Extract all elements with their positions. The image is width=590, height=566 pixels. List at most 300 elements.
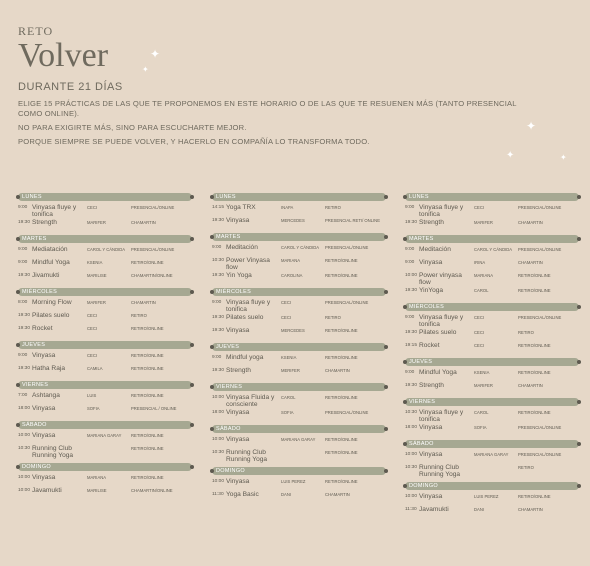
class-teacher: INAPA <box>281 205 294 210</box>
class-place: PRESENCIAL/ONLINE <box>518 247 562 252</box>
class-time: 9:00 <box>18 205 28 210</box>
class-name: Vinyasa <box>226 436 250 443</box>
class-row <box>405 493 579 505</box>
day-header <box>18 235 192 243</box>
class-place: CHAMARTIN <box>131 220 156 225</box>
class-row <box>18 352 192 364</box>
class-teacher: CECI <box>281 315 292 320</box>
sparkle-icon: ✦ <box>560 153 567 162</box>
class-place: RETIRO/ONLINE <box>518 494 551 499</box>
class-time: 18:00 <box>18 406 31 411</box>
class-row <box>212 272 386 284</box>
class-row <box>18 312 192 324</box>
class-teacher: MARIANA <box>281 258 301 263</box>
class-row <box>405 506 579 518</box>
class-time: 10:30 <box>18 446 31 451</box>
schedule-column-3 <box>405 189 579 519</box>
class-teacher: MARIFER <box>87 300 106 305</box>
day-label: JUEVES <box>216 344 240 350</box>
class-name: Power vinyasa flow <box>419 272 462 286</box>
class-place: RETIRO/ONLINE <box>325 479 358 484</box>
class-place: RETIRO/ONLINE <box>131 353 164 358</box>
class-row <box>18 405 192 417</box>
class-name: Meditación <box>226 244 258 251</box>
class-row <box>212 204 386 216</box>
class-teacher: CECI <box>87 313 98 318</box>
class-time: 10:00 <box>212 437 225 442</box>
day-header <box>405 235 579 243</box>
class-teacher: CECI <box>87 353 98 358</box>
day-label: MIÉRCOLES <box>409 304 445 310</box>
class-time: 19:30 <box>212 315 225 320</box>
class-row <box>405 464 579 478</box>
page-title: Volver <box>18 37 109 74</box>
day-header <box>405 482 579 490</box>
class-teacher: IRINA <box>474 260 486 265</box>
class-place: CHAMARTIN/ONLINE <box>131 273 173 278</box>
class-name: Mediatación <box>32 246 68 253</box>
class-row <box>18 246 192 258</box>
class-place: PRESENCIAL/ONLINE <box>518 425 562 430</box>
day-header <box>405 358 579 366</box>
class-name: Vinyasa <box>32 352 56 359</box>
class-teacher: CECI <box>474 205 485 210</box>
day-label: MARTES <box>409 236 434 242</box>
class-place: CHAMARTIN <box>131 300 156 305</box>
class-time: 7:00 <box>18 393 28 398</box>
class-name: Javamukti <box>32 487 62 494</box>
class-place: RETIRO/ONLINE <box>131 475 164 480</box>
class-teacher <box>87 445 131 446</box>
day-label: MIÉRCOLES <box>216 289 252 295</box>
class-teacher: MARIANA <box>87 475 107 480</box>
subtitle: DURANTE 21 DÍAS <box>18 81 123 93</box>
class-time: 19:30 <box>405 220 418 225</box>
class-name: Jivamukti <box>32 272 60 279</box>
class-place: CHAMARTIN <box>518 383 543 388</box>
intro-line-3: PORQUE SIEMPRE SE PUEDE VOLVER, Y HACERLO EN COMPAÑÍA LO TRANSFORMA TODO. <box>18 137 370 146</box>
class-time: 19:30 <box>18 366 31 371</box>
class-time: 9:00 <box>212 300 222 305</box>
day-header <box>18 193 192 201</box>
class-name: Vinyasa fluye y tonifica <box>419 204 464 218</box>
day-label: LUNES <box>409 194 429 200</box>
sparkle-icon: ✦ <box>142 65 149 74</box>
class-place: PRESENCIAL / ONLINE <box>131 406 177 411</box>
class-name: Vinyasa <box>419 259 443 266</box>
class-place: CHAMARTIN <box>518 260 543 265</box>
class-teacher: CAMILA <box>87 366 103 371</box>
day-label: SÁBADO <box>409 441 434 447</box>
day-header <box>212 467 386 475</box>
class-place: RETIRO/ONLINE <box>518 343 551 348</box>
sparkle-icon: ✦ <box>150 47 161 61</box>
day-header <box>212 425 386 433</box>
class-teacher: LUIS <box>87 393 97 398</box>
class-place: RETIRO/ONLINE <box>325 450 358 455</box>
class-row <box>18 392 192 404</box>
class-row <box>405 259 579 271</box>
class-time: 10:00 <box>18 475 31 480</box>
class-time: 19:30 <box>212 218 225 223</box>
class-place: PRESENCIAL RETI/ ONLINE <box>325 218 380 223</box>
class-name: Mindful Yoga <box>32 259 70 266</box>
class-name: Vinyasa <box>419 451 443 458</box>
day-header <box>18 421 192 429</box>
class-row <box>212 217 386 229</box>
class-name: YinYoga <box>419 287 444 294</box>
class-teacher: MERCEDES <box>281 328 305 333</box>
class-row <box>212 257 386 271</box>
class-time: 10:30 <box>212 258 225 263</box>
class-place: RETIRO/ONLINE <box>518 288 551 293</box>
class-row <box>18 219 192 231</box>
class-name: Vinyasa <box>226 327 250 334</box>
class-row <box>212 327 386 339</box>
class-row <box>18 299 192 311</box>
class-teacher: MARIFER <box>87 220 106 225</box>
class-name: Pilates suelo <box>32 312 70 319</box>
day-label: MARTES <box>216 234 241 240</box>
class-teacher: MARIANA GARAY <box>474 452 509 457</box>
class-name: Vinyasa fluye y tonifica <box>226 299 271 313</box>
class-time: 9:00 <box>405 370 415 375</box>
class-teacher: KSENIA <box>87 260 103 265</box>
class-row <box>405 204 579 218</box>
class-name: Vinyasa <box>32 405 56 412</box>
class-name: Pilates suelo <box>419 329 457 336</box>
class-teacher: LUIS PEREZ <box>474 494 499 499</box>
day-label: DOMINGO <box>22 464 51 470</box>
class-row <box>212 314 386 326</box>
class-row <box>405 451 579 463</box>
class-teacher: MARILISE <box>87 273 107 278</box>
day-header <box>18 341 192 349</box>
day-label: SÁBADO <box>216 426 241 432</box>
class-time: 9:00 <box>405 315 415 320</box>
class-time: 19:30 <box>405 288 418 293</box>
class-teacher: MARIANA <box>474 273 494 278</box>
class-time: 18:00 <box>405 425 418 430</box>
class-teacher: SOFIA <box>281 410 294 415</box>
class-name: Running Club Running Yoga <box>419 464 461 478</box>
day-label: VIERNES <box>22 382 49 388</box>
class-time: 9:00 <box>18 260 28 265</box>
class-time: 10:30 <box>405 465 418 470</box>
class-name: Running Club Running Yoga <box>32 445 74 459</box>
class-teacher: CAROL <box>474 288 489 293</box>
class-place: PRESENCIAL/ONLINE <box>325 300 369 305</box>
day-header <box>18 288 192 296</box>
class-name: Running Club Running Yoga <box>226 449 268 463</box>
day-header <box>405 398 579 406</box>
class-teacher: DANI <box>281 492 292 497</box>
class-row <box>18 487 192 499</box>
class-row <box>405 409 579 423</box>
class-time: 10:00 <box>405 273 418 278</box>
day-label: VIERNES <box>216 384 243 390</box>
class-name: Javamukti <box>419 506 449 513</box>
class-row <box>18 259 192 271</box>
class-name: Power Vinyasa flow <box>226 257 270 271</box>
class-teacher: CAROL <box>281 395 296 400</box>
class-place: RETIRO <box>325 315 341 320</box>
day-header <box>212 343 386 351</box>
class-place: RETIRO/ONLINE <box>518 273 551 278</box>
class-row <box>405 424 579 436</box>
class-place: RETIRO <box>325 205 341 210</box>
class-time: 10:00 <box>405 494 418 499</box>
class-time: 11:30 <box>405 507 417 512</box>
class-time: 10:00 <box>18 488 31 493</box>
class-time: 10:00 <box>212 395 225 400</box>
class-name: Yoga TRX <box>226 204 256 211</box>
class-teacher: CAROL Y CÁNDIDA <box>474 247 513 252</box>
class-name: Mindful Yoga <box>419 369 457 376</box>
class-name: Rocket <box>419 342 440 349</box>
class-name: Meditación <box>419 246 451 253</box>
class-time: 8:00 <box>18 300 28 305</box>
class-row <box>212 394 386 408</box>
class-teacher: CECI <box>87 205 98 210</box>
class-teacher: LUIS PEREZ <box>281 479 306 484</box>
class-time: 19:30 <box>212 273 225 278</box>
class-time: 19:30 <box>18 326 31 331</box>
class-row <box>18 365 192 377</box>
class-name: Strength <box>226 367 251 374</box>
class-row <box>405 219 579 231</box>
class-time: 10:00 <box>405 452 418 457</box>
day-label: VIERNES <box>409 399 436 405</box>
class-row <box>212 299 386 313</box>
class-name: Vinyasa fluye y tonifica <box>419 409 464 423</box>
day-header <box>212 193 386 201</box>
class-place: RETIRO/ONLINE <box>131 366 164 371</box>
class-time: 9:00 <box>405 247 415 252</box>
day-label: JUEVES <box>22 342 46 348</box>
class-teacher: CECI <box>281 300 292 305</box>
class-teacher: CAROL <box>474 410 489 415</box>
class-teacher: SOFIA <box>87 406 100 411</box>
class-name: Yoga Basic <box>226 491 259 498</box>
class-row <box>212 354 386 366</box>
class-row <box>18 445 192 459</box>
day-label: MARTES <box>22 236 47 242</box>
class-row <box>405 246 579 258</box>
class-teacher: CAROL Y CÁNDIDA <box>87 247 126 252</box>
class-time: 10:00 <box>212 479 225 484</box>
class-time: 9:00 <box>18 247 28 252</box>
class-time: 10:00 <box>18 433 31 438</box>
class-name: Hatha Raja <box>32 365 65 372</box>
class-name: Vinyasa <box>32 474 56 481</box>
schedule-column-2 <box>212 189 386 504</box>
day-label: MIÉRCOLES <box>22 289 58 295</box>
class-teacher: CECI <box>474 343 485 348</box>
class-name: Vinyasa <box>226 478 250 485</box>
class-time: 19:30 <box>405 330 418 335</box>
class-place: CHAMARTIN <box>518 507 543 512</box>
sparkle-icon: ✦ <box>526 119 537 133</box>
class-teacher: KSENIA <box>474 370 490 375</box>
class-row <box>405 342 579 354</box>
class-teacher: KSENIA <box>281 355 297 360</box>
class-place: CHAMARTIN/ONLINE <box>131 488 173 493</box>
class-place: RETIRO <box>131 313 147 318</box>
reto-label: RETO <box>18 24 54 38</box>
class-name: Mindful yoga <box>226 354 264 361</box>
class-place: RETIRO <box>518 465 534 470</box>
day-label: LUNES <box>22 194 42 200</box>
class-row <box>212 449 386 463</box>
class-teacher: SOFIA <box>474 425 487 430</box>
class-place: PRESENCIAL/ONLINE <box>325 410 369 415</box>
class-row <box>212 478 386 490</box>
class-teacher: CECI <box>474 330 485 335</box>
class-place: PRESENCIAL/ONLINE <box>131 205 175 210</box>
class-time: 9:00 <box>405 205 415 210</box>
class-name: Strength <box>419 219 444 226</box>
class-time: 14:15 <box>212 205 225 210</box>
class-name: Morning Flow <box>32 299 72 306</box>
class-time: 19:30 <box>18 220 31 225</box>
class-teacher: MARIANA GARAY <box>281 437 316 442</box>
class-place: RETIRO/ONLINE <box>325 355 358 360</box>
class-name: Vinyasa <box>32 432 56 439</box>
class-teacher: DANI <box>474 507 485 512</box>
day-header <box>18 463 192 471</box>
class-place: RETIRO/ONLINE <box>325 258 358 263</box>
class-row <box>212 436 386 448</box>
class-name: Vinyasa <box>226 409 250 416</box>
day-label: DOMINGO <box>409 483 438 489</box>
class-row <box>405 382 579 394</box>
class-row <box>18 204 192 218</box>
class-row <box>405 329 579 341</box>
class-row <box>212 409 386 421</box>
class-place: PRESENCIAL/ONLINE <box>131 247 175 252</box>
class-row <box>405 314 579 328</box>
class-teacher: CAROLINA <box>281 273 303 278</box>
class-place: RETIRO/ONLINE <box>131 260 164 265</box>
class-place: RETIRO/ONLINE <box>131 433 164 438</box>
class-place: RETIRO <box>518 330 534 335</box>
class-teacher: MARIFER <box>474 383 493 388</box>
class-place: CHAMARTIN <box>325 492 350 497</box>
class-name: Pilates suelo <box>226 314 264 321</box>
class-place: RETIRO/ONLINE <box>325 437 358 442</box>
class-time: 9:00 <box>212 245 222 250</box>
class-teacher: CECI <box>87 326 98 331</box>
day-header <box>212 288 386 296</box>
day-label: SÁBADO <box>22 422 47 428</box>
class-teacher: MARILISE <box>87 488 107 493</box>
day-label: LUNES <box>216 194 236 200</box>
class-time: 10:30 <box>405 410 418 415</box>
class-name: Vinyasa Fluida y consciente <box>226 394 275 408</box>
intro-line-2: NO PARA EXIGIRTE MÁS, SINO PARA ESCUCHARTE MEJOR. <box>18 123 247 132</box>
class-row <box>18 325 192 337</box>
class-row <box>18 272 192 284</box>
class-row <box>405 369 579 381</box>
class-time: 19:30 <box>18 273 31 278</box>
class-place: CHAMARTIN <box>325 368 350 373</box>
class-name: Vinyasa <box>419 424 443 431</box>
class-place: RETIRO/ONLINE <box>131 446 164 451</box>
day-header <box>405 303 579 311</box>
class-row <box>212 244 386 256</box>
class-place: RETIRO/ONLINE <box>325 328 358 333</box>
class-place: CHAMARTIN <box>518 220 543 225</box>
day-header <box>405 440 579 448</box>
day-header <box>18 381 192 389</box>
class-name: Rocket <box>32 325 53 332</box>
day-header <box>212 383 386 391</box>
class-name: Vinyasa fluye y tonifica <box>419 314 464 328</box>
sparkle-icon: ✦ <box>506 150 515 161</box>
class-time: 19:30 <box>212 328 225 333</box>
class-place: RETIRO/ONLINE <box>518 370 551 375</box>
day-header <box>405 193 579 201</box>
class-name: Vinyasa <box>226 217 250 224</box>
class-teacher: MARIFER <box>474 220 493 225</box>
day-header <box>212 233 386 241</box>
class-place: PRESENCIAL/ONLINE <box>518 205 562 210</box>
class-time: 19:30 <box>405 383 418 388</box>
header <box>18 24 578 147</box>
class-place: PRESENCIAL/ONLINE <box>518 315 562 320</box>
class-time: 19:15 <box>405 343 418 348</box>
class-teacher <box>281 449 325 450</box>
class-place: PRESENCIAL/ONLINE <box>518 452 562 457</box>
class-time: 10:30 <box>212 450 225 455</box>
class-teacher <box>474 464 518 465</box>
class-name: Yin Yoga <box>226 272 252 279</box>
class-place: RETIRO/ONLINE <box>325 273 358 278</box>
day-label: JUEVES <box>409 359 433 365</box>
class-time: 9:00 <box>405 260 415 265</box>
class-time: 19:30 <box>212 368 225 373</box>
class-place: RETIRO/ONLINE <box>131 393 164 398</box>
class-time: 19:30 <box>18 313 31 318</box>
class-time: 11:30 <box>212 492 224 497</box>
intro-line-1: ELIGE 15 PRÁCTICAS DE LAS QUE TE PROPONEMOS EN ESTE HORARIO O DE LAS QUE TE RESUENEN MÁS (TANTO PRESENCIAL COMO ONLINE). <box>18 99 517 118</box>
class-row <box>18 474 192 486</box>
class-place: RETIRO/ONLINE <box>131 326 164 331</box>
class-name: Vinyasa fluye y tonifica <box>32 204 77 218</box>
class-time: 9:00 <box>18 353 28 358</box>
class-time: 18:00 <box>212 410 225 415</box>
class-row <box>405 272 579 286</box>
class-name: Strength <box>32 219 57 226</box>
class-name: Ashtanga <box>32 392 60 399</box>
class-time: 9:00 <box>212 355 222 360</box>
schedule-column-1 <box>18 189 192 500</box>
class-row <box>405 287 579 299</box>
day-label: DOMINGO <box>216 468 245 474</box>
class-place: RETIRO/ONLINE <box>518 410 551 415</box>
class-name: Strength <box>419 382 444 389</box>
class-teacher: MARIANA GARAY <box>87 433 122 438</box>
class-row <box>18 432 192 444</box>
class-teacher: CECI <box>474 315 485 320</box>
class-place: RETIRO/ONLINE <box>325 395 358 400</box>
class-teacher: MERIFER <box>281 368 300 373</box>
class-place: PRESENCIAL/ONLINE <box>325 245 369 250</box>
class-teacher: MERCEDES <box>281 218 305 223</box>
class-row <box>212 491 386 503</box>
class-name: Vinyasa <box>419 493 443 500</box>
